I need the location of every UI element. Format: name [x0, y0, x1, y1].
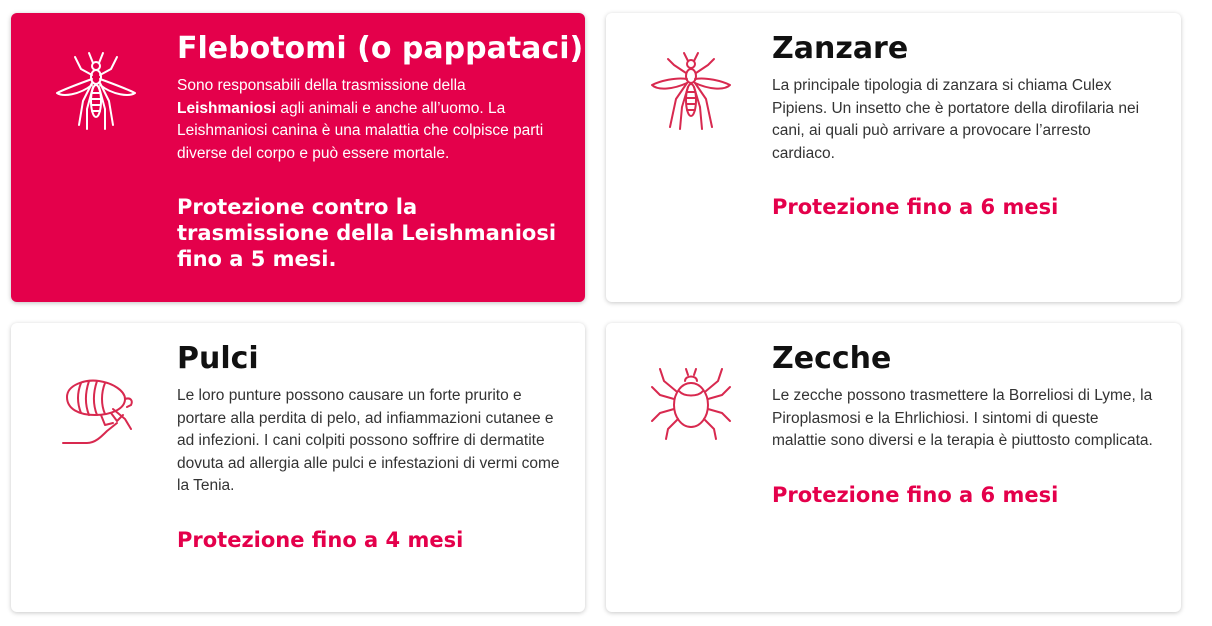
protection-text: Protezione contro la trasmissione della Leishmaniosi fino a 5 mesi.	[177, 195, 557, 271]
flea-icon	[53, 359, 139, 445]
card-title: Zanzare	[772, 31, 909, 66]
protection-text: Protezione fino a 6 mesi	[772, 195, 1059, 219]
card-title: Zecche	[772, 341, 892, 376]
card-description: Le loro punture possono causare un forte prurito e portare alla perdita di pelo, ad infiammazioni cutanee e ad infezioni. I cani colpiti possono soffrire di dermatite dovuta ad allergia alle pulci e infestazioni di vermi come la Tenia.	[177, 387, 560, 494]
sandfly-icon	[53, 49, 139, 135]
card-description: Le zecche possono trasmettere la Borreliosi di Lyme, la Piroplasmosi e la Ehrlichiosi. I sintomi di queste malattie sono diversi e la terapia è piuttosto complicata.	[772, 387, 1153, 449]
tick-icon	[648, 359, 734, 445]
card-description: La principale tipologia di zanzara si chiama Culex Pipiens. Un insetto che è portatore della dirofilaria nei cani, ai quali può arrivare a provocare l’arresto cardiaco.	[772, 77, 1140, 162]
protection-text: Protezione fino a 6 mesi	[772, 482, 1059, 507]
card-title: Pulci	[177, 341, 259, 376]
card-flebotomi[interactable]	[11, 13, 585, 302]
protection-text: Protezione fino a 4 mesi	[177, 527, 464, 552]
card-zecche[interactable]	[606, 323, 1181, 612]
mosquito-icon	[648, 49, 734, 135]
card-title: Flebotomi (o pappataci)	[177, 31, 584, 66]
card-description: Sono responsabili della trasmissione della Leishmaniosi agli animali e anche all’uomo. La Leishmaniosi canina è una malattia che colpisce parti diverse del corpo e può essere mortale.	[177, 77, 544, 162]
card-pulci[interactable]	[11, 323, 585, 612]
card-zanzare[interactable]	[606, 13, 1181, 302]
